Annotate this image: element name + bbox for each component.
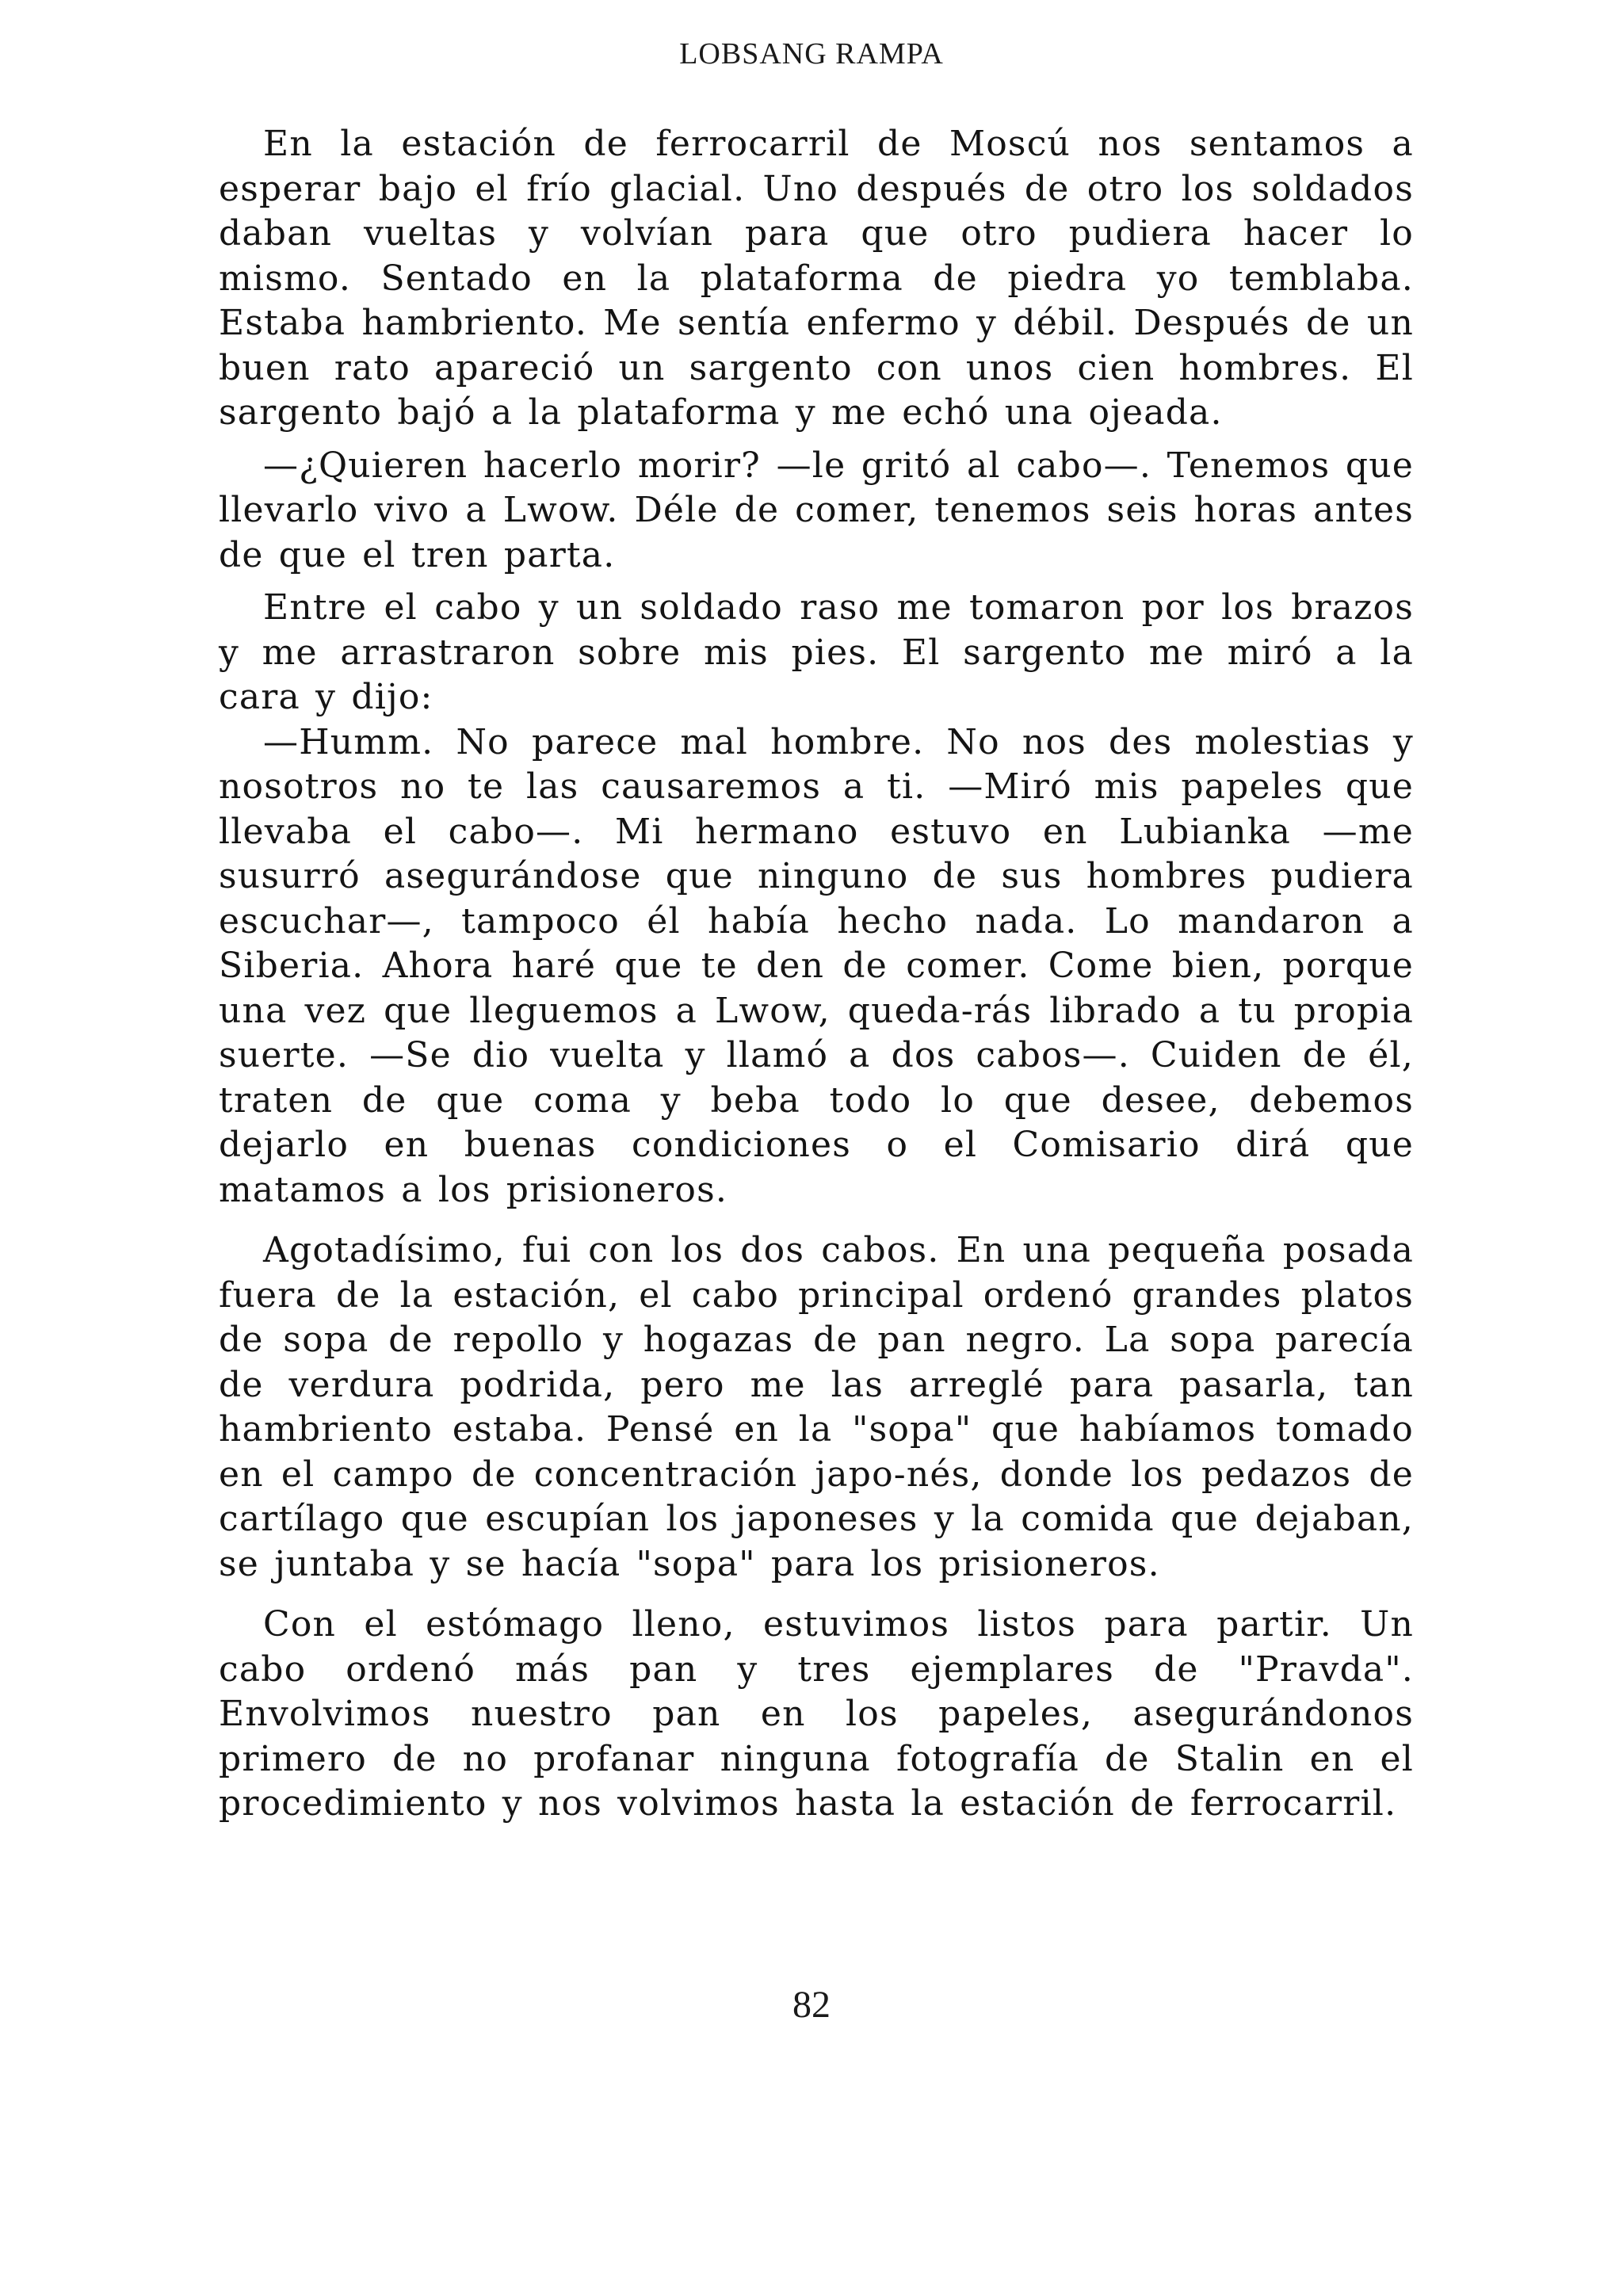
running-header: LOBSANG RAMPA (679, 37, 944, 71)
paragraph: Entre el cabo y un soldado raso me tomaron por los brazos y me arrastraron sobre mis pies. El sargento me miró a la cara y dijo: (219, 587, 1414, 717)
paragraph: En la estación de ferrocarril de Moscú nos sentamos a esperar bajo el frío glacial. Uno después de otro los soldados daban vueltas y volvían para que otro pudiera hacer lo mismo. Sentado en la plataforma de piedra yo temblaba. Estaba hambriento. Me sentía enfermo y débil. Después de un buen rato apareció un sargento con unos cien hombres. El sargento bajó a la plataforma y me echó una ojeada. (219, 124, 1414, 433)
body-text (219, 122, 1414, 1827)
paragraph: —Humm. No parece mal hombre. No nos des molestias y nosotros no te las causaremos a ti. —Miró mis papeles que llevaba el cabo—. Mi hermano estuvo en Lubianka —me susurró asegurándose que ninguno de sus hombres pudiera escuchar—, tampoco él había hecho nada. Lo mandaron a Siberia. Ahora haré que te den de comer. Come bien, porque una vez que lleguemos a Lwow, queda-rás librado a tu propia suerte. —Se dio vuelta y llamó a dos cabos—. Cuiden de él, traten de que coma y beba todo lo que desee, debemos dejarlo en buenas condiciones o el Comisario dirá que matamos a los prisioneros. (219, 721, 1414, 1210)
page-number: 82 (792, 1984, 831, 2026)
paragraph: —¿Quieren hacerlo morir? —le gritó al cabo—. Tenemos que llevarlo vivo a Lwow. Déle de comer, tenemos seis horas antes de que el tren parta. (219, 445, 1414, 575)
paragraph: Con el estómago lleno, estuvimos listos para partir. Un cabo ordenó más pan y tres ejemplares de "Pravda". Envolvimos nuestro pan en los papeles, asegurándonos primero de no profanar ninguna fotografía de Stalin en el procedimiento y nos volvimos hasta la estación de ferrocarril. (219, 1604, 1414, 1824)
paragraph: Agotadísimo, fui con los dos cabos. En una pequeña posada fuera de la estación, el cabo principal ordenó grandes platos de sopa de repollo y hogazas de pan negro. La sopa parecía de verdura podrida, pero me las arreglé para pasarla, tan hambriento estaba. Pensé en la "sopa" que habíamos tomado en el campo de concentración japo-nés, donde los pedazos de cartílago que escupían los japoneses y la comida que dejaban, se juntaba y se hacía "sopa" para los prisioneros. (219, 1230, 1414, 1584)
